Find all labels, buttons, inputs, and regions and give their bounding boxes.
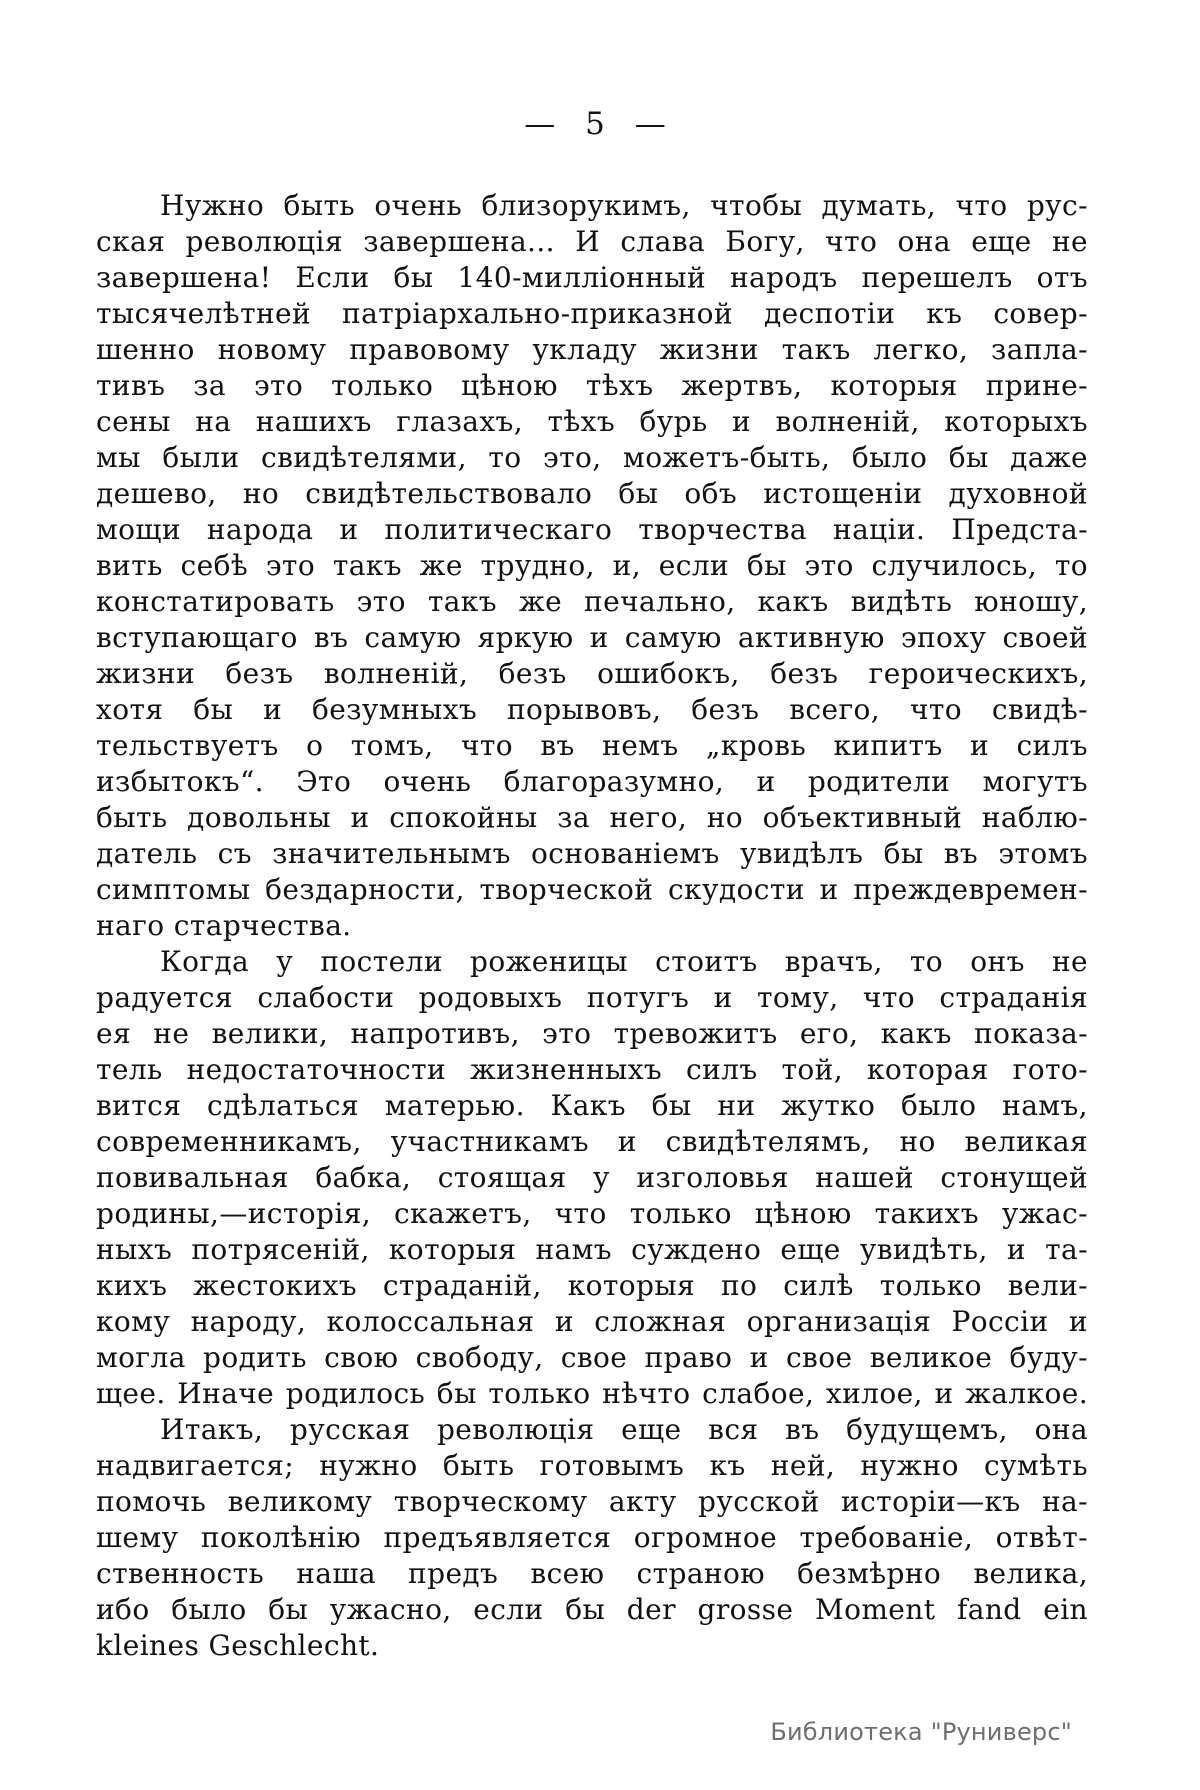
- text-line: вступающаго въ самую яркую и самую активную эпоху своей: [96, 621, 1088, 654]
- text-line: тель недостаточности жизненныхъ силъ той, которая гото-: [96, 1053, 1088, 1086]
- text-line: радуется слабости родовыхъ потугъ и тому, что страданія: [96, 981, 1088, 1014]
- text-line: Итакъ, русская революція еще вся въ будущемъ, она: [160, 1413, 1088, 1446]
- text-line: kleines Geschlecht.: [96, 1629, 380, 1662]
- text-line: надвигается; нужно быть готовымъ къ ней, нужно сумѣть: [96, 1449, 1088, 1482]
- text-line: вить себѣ это такъ же трудно, и, если бы это случилось, то: [96, 549, 1088, 582]
- text-line: мы были свидѣтелями, то это, можетъ-быть, было бы даже: [96, 441, 1088, 474]
- text-line: ныхъ потрясеній, которыя намъ суждено еще увидѣть, и та-: [96, 1233, 1088, 1266]
- text-line: Когда у постели роженицы стоитъ врачъ, то онъ не: [160, 945, 1088, 978]
- text-line: хотя бы и безумныхъ порывовъ, безъ всего, что свидѣ-: [96, 693, 1088, 726]
- text-line: современникамъ, участникамъ и свидѣтелямъ, но великая: [96, 1125, 1088, 1158]
- text-line: симптомы бездарности, творческой скудости и преждевремен-: [96, 873, 1088, 906]
- text-line: кому народу, колоссальная и сложная организація Россіи и: [96, 1305, 1088, 1338]
- text-line: дешево, но свидѣтельствовало бы объ истощеніи духовной: [96, 477, 1088, 510]
- text-line: помочь великому творческому акту русской исторіи—къ на-: [96, 1485, 1088, 1518]
- text-line: шенно новому правовому укладу жизни такъ легко, запла-: [96, 333, 1088, 366]
- text-line: шему поколѣнію предъявляется огромное требованіе, отвѣт-: [96, 1521, 1088, 1554]
- text-line: тивъ за это только цѣною тѣхъ жертвъ, которыя прине-: [96, 369, 1088, 402]
- page-text: [96, 188, 1088, 1664]
- text-line: избытокъ“. Это очень благоразумно, и родители могутъ: [96, 765, 1088, 798]
- text-line: ея не велики, напротивъ, это тревожитъ его, какъ показа-: [96, 1017, 1088, 1050]
- text-line: ственность наша предъ всею страною безмѣрно велика,: [96, 1557, 1088, 1590]
- text-line: могла родить свою свободу, свое право и свое великое буду-: [96, 1341, 1088, 1374]
- page-number: — 5 —: [524, 106, 676, 142]
- text-line: ская революція завершена... И слава Богу, что она еще не: [96, 225, 1088, 258]
- text-line: вится сдѣлаться матерью. Какъ бы ни жутко было намъ,: [96, 1089, 1088, 1122]
- text-line: сены на нашихъ глазахъ, тѣхъ бурь и волненій, которыхъ: [96, 405, 1088, 438]
- text-line: повивальная бабка, стоящая у изголовья нашей стонущей: [96, 1161, 1088, 1194]
- text-line: датель съ значительнымъ основаніемъ увидѣлъ бы въ этомъ: [96, 837, 1088, 870]
- text-line: тысячелѣтней патріархально-приказной деспотіи къ совер-: [96, 297, 1088, 330]
- text-line: жизни безъ волненій, безъ ошибокъ, безъ героическихъ,: [96, 657, 1088, 690]
- text-line: тельствуетъ о томъ, что въ немъ „кровь кипитъ и силъ: [96, 729, 1088, 762]
- text-line: констатировать это такъ же печально, какъ видѣть юношу,: [96, 585, 1088, 618]
- text-line: кихъ жестокихъ страданій, которыя по силѣ только вели-: [96, 1269, 1088, 1302]
- text-line: мощи народа и политическаго творчества націи. Предста-: [96, 513, 1088, 546]
- text-line: быть довольны и спокойны за него, но объективный наблю-: [96, 801, 1088, 834]
- text-line: ибо было бы ужасно, если бы der grosse Moment fand ein: [96, 1593, 1088, 1626]
- text-line: щее. Иначе родилось бы только нѣчто слабое, хилое, и жалкое.: [96, 1377, 1088, 1410]
- text-line: родины,—исторія, скажетъ, что только цѣною такихъ ужас-: [96, 1197, 1088, 1230]
- text-line: Нужно быть очень близорукимъ, чтобы думать, что рус-: [160, 189, 1088, 222]
- text-line: завершена! Если бы 140-милліонный народъ перешелъ отъ: [96, 261, 1088, 294]
- library-watermark: Библиотека "Руниверс": [770, 1718, 1072, 1746]
- text-line: наго старчества.: [96, 909, 352, 942]
